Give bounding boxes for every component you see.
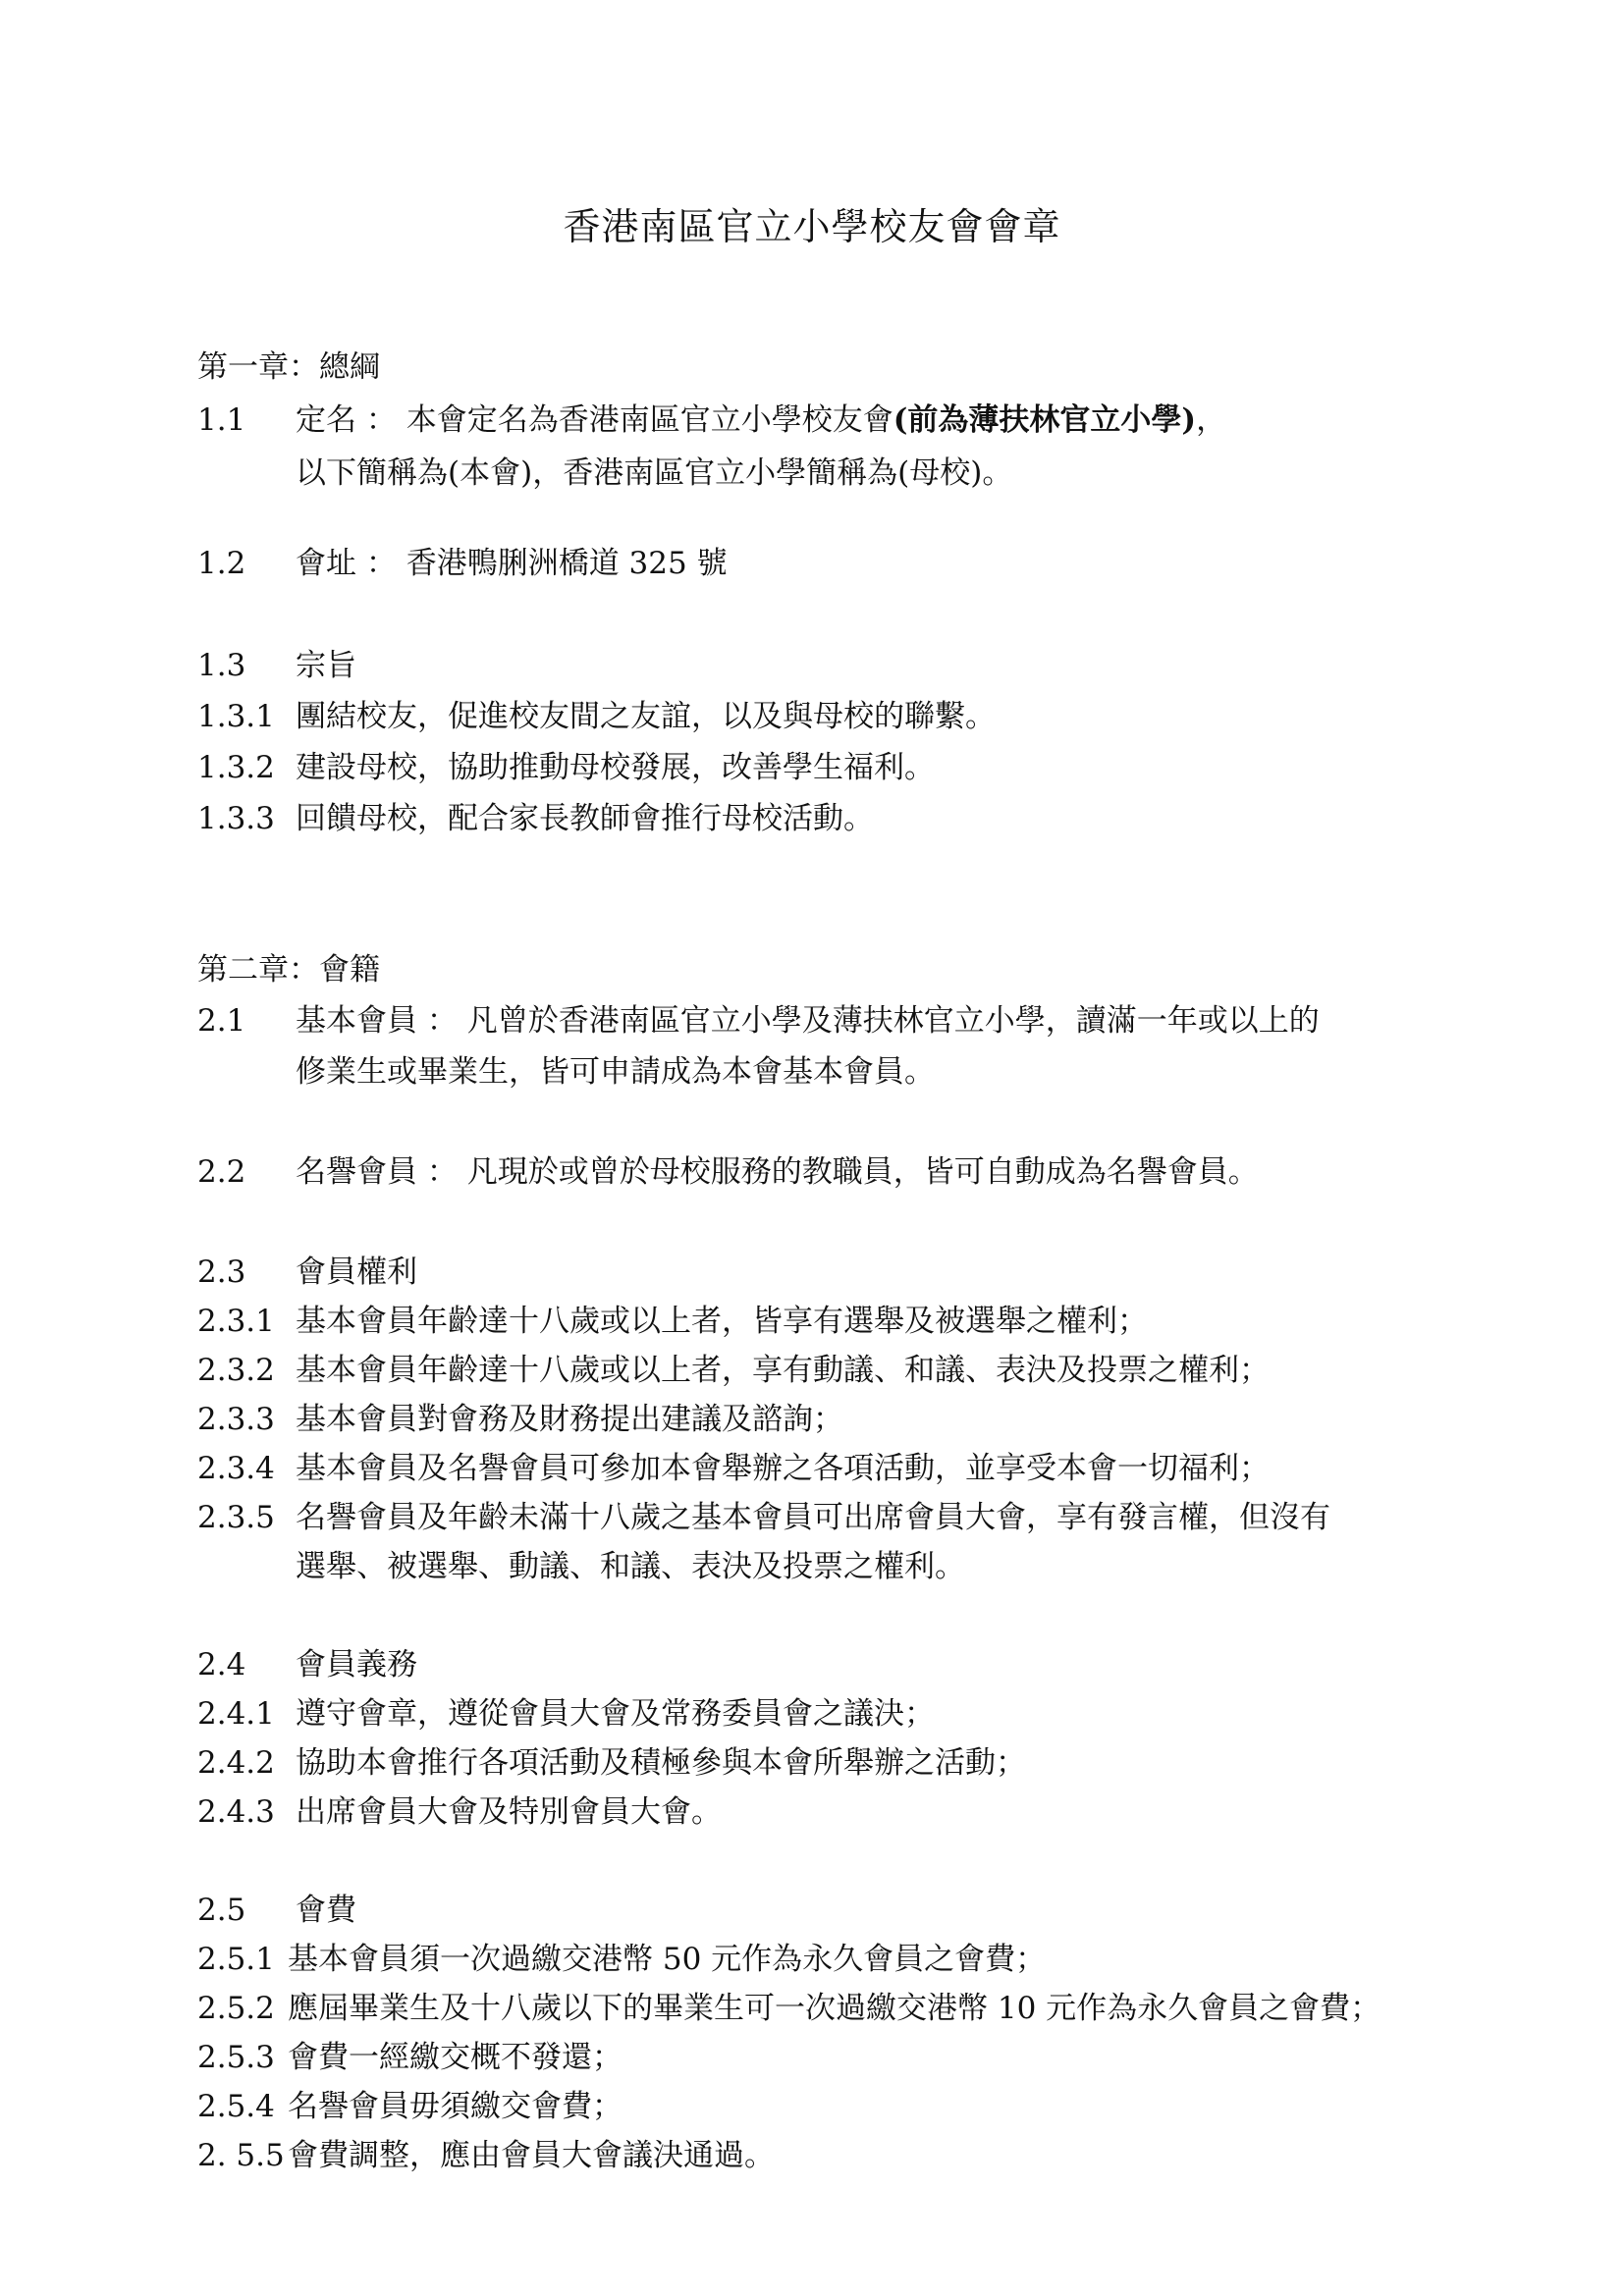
section-2-4-1 — [197, 1692, 935, 1735]
section-number: 2. 5.5 — [197, 2138, 285, 2173]
section-text: 基本會員 ： 凡曾於香港南區官立小學及薄扶林官立小學，讀滿一年或以上的 — [296, 1003, 1320, 1039]
section-2-3-1 — [197, 1300, 1148, 1343]
section-text: 會費調整，應由會員大會議決通過。 — [288, 2138, 775, 2173]
section-number: 2.4.2 — [197, 1745, 275, 1781]
section-number: 2.5.3 — [197, 2040, 275, 2075]
section-2-4-3 — [197, 1790, 722, 1834]
section-2-5-5 — [197, 2134, 775, 2177]
section-1-1 — [197, 399, 1226, 442]
section-2-5-2 — [197, 1987, 1380, 2030]
section-number: 1.1 — [197, 402, 246, 438]
section-text: 名譽會員及年齡未滿十八歲之基本會員可出席會員大會，享有發言權，但沒有 — [296, 1500, 1330, 1535]
section-2-3-4 — [197, 1447, 1270, 1490]
section-number: 1.3 — [197, 648, 246, 683]
section-number: 2.3.3 — [197, 1402, 275, 1437]
section-number: 2.3 — [197, 1255, 246, 1290]
section-number: 2.5.2 — [197, 1991, 275, 2026]
section-text: 遵守會章，遵從會員大會及常務委員會之議決； — [296, 1696, 935, 1732]
section-text: 協助本會推行各項活動及積極參與本會所舉辦之活動； — [296, 1745, 1026, 1781]
section-number: 2.3.2 — [197, 1353, 275, 1388]
section-1-1-continuation: 以下簡稱為(本會)，香港南區官立小學簡稱為(母校)。 — [296, 455, 1013, 491]
chapter-2-heading: 第二章：會籍 — [197, 952, 380, 988]
section-text: 會費 — [296, 1893, 356, 1928]
section-2-3-2 — [197, 1349, 1270, 1392]
section-text: 出席會員大會及特別會員大會。 — [296, 1794, 722, 1830]
section-number: 2.3.5 — [197, 1500, 275, 1535]
section-text: 會員義務 — [296, 1647, 417, 1682]
section-text: 建設母校，協助推動母校發展，改善學生福利。 — [296, 750, 935, 785]
section-text: 基本會員年齡達十八歲或以上者，享有動議、和議、表決及投票之權利； — [296, 1353, 1270, 1388]
section-number: 1.3.2 — [197, 750, 275, 785]
section-number: 2.4.1 — [197, 1696, 275, 1732]
section-2-4 — [197, 1643, 417, 1686]
section-1-3-2 — [197, 746, 935, 789]
section-number: 2.1 — [197, 1003, 246, 1039]
section-text: 回饋母校，配合家長教師會推行母校活動。 — [296, 801, 874, 836]
section-2-3 — [197, 1251, 417, 1294]
former-name-bold: (前為薄扶林官立小學) — [893, 402, 1197, 438]
section-2-3-3 — [197, 1398, 843, 1441]
section-2-3-5-continuation: 選舉、被選舉、動議、和議、表決及投票之權利。 — [296, 1549, 965, 1584]
section-text: 名譽會員毋須繳交會費； — [288, 2089, 623, 2124]
section-number: 2.4 — [197, 1647, 246, 1682]
section-number: 2.5.4 — [197, 2089, 275, 2124]
section-text: 應屆畢業生及十八歲以下的畢業生可一次過繳交港幣 10 元作為永久會員之會費； — [288, 1991, 1381, 2026]
section-2-5 — [197, 1889, 356, 1932]
section-2-1 — [197, 999, 1320, 1042]
section-number: 2.3.1 — [197, 1304, 275, 1339]
section-number: 1.3.1 — [197, 699, 275, 734]
section-text: 基本會員及名譽會員可參加本會舉辦之各項活動，並享受本會一切福利； — [296, 1451, 1270, 1486]
section-text: 團結校友，促進校友間之友誼，以及與母校的聯繫。 — [296, 699, 996, 734]
section-text: 定名 ： 本會定名為香港南區官立小學校友會 — [296, 402, 893, 438]
section-text: 基本會員須一次過繳交港幣 50 元作為永久會員之會費； — [288, 1942, 1047, 1977]
section-text: 宗旨 — [296, 648, 356, 683]
chapter-1-heading: 第一章：總綱 — [197, 349, 380, 385]
section-number: 1.3.3 — [197, 801, 275, 836]
section-text-end: ， — [1196, 402, 1227, 438]
section-2-4-2 — [197, 1741, 1026, 1785]
section-text: 會費一經繳交概不發還； — [288, 2040, 623, 2075]
section-number: 1.2 — [197, 546, 246, 581]
section-2-5-4 — [197, 2085, 623, 2128]
section-number: 2.3.4 — [197, 1451, 275, 1486]
section-1-2 — [197, 542, 728, 585]
section-text: 基本會員年齡達十八歲或以上者，皆享有選舉及被選舉之權利； — [296, 1304, 1148, 1339]
section-2-5-3 — [197, 2036, 623, 2079]
section-2-2 — [197, 1150, 1259, 1194]
section-1-3 — [197, 644, 356, 687]
section-number: 2.5 — [197, 1893, 246, 1928]
section-number: 2.4.3 — [197, 1794, 275, 1830]
section-text: 基本會員對會務及財務提出建議及諮詢； — [296, 1402, 843, 1437]
section-2-1-continuation: 修業生或畢業生，皆可申請成為本會基本會員。 — [296, 1054, 935, 1090]
section-1-3-1 — [197, 695, 996, 738]
section-2-3-5 — [197, 1496, 1330, 1539]
section-1-3-3 — [197, 797, 874, 840]
section-text: 名譽會員 ： 凡現於或曾於母校服務的教職員，皆可自動成為名譽會員。 — [296, 1154, 1259, 1190]
section-text: 會員權利 — [296, 1255, 417, 1290]
section-2-5-1 — [197, 1938, 1046, 1981]
section-number: 2.2 — [197, 1154, 246, 1190]
section-number: 2.5.1 — [197, 1942, 275, 1977]
section-text: 會址 ： 香港鴨脷洲橋道 325 號 — [296, 546, 728, 581]
document-title: 香港南區官立小學校友會會章 — [563, 205, 1061, 248]
